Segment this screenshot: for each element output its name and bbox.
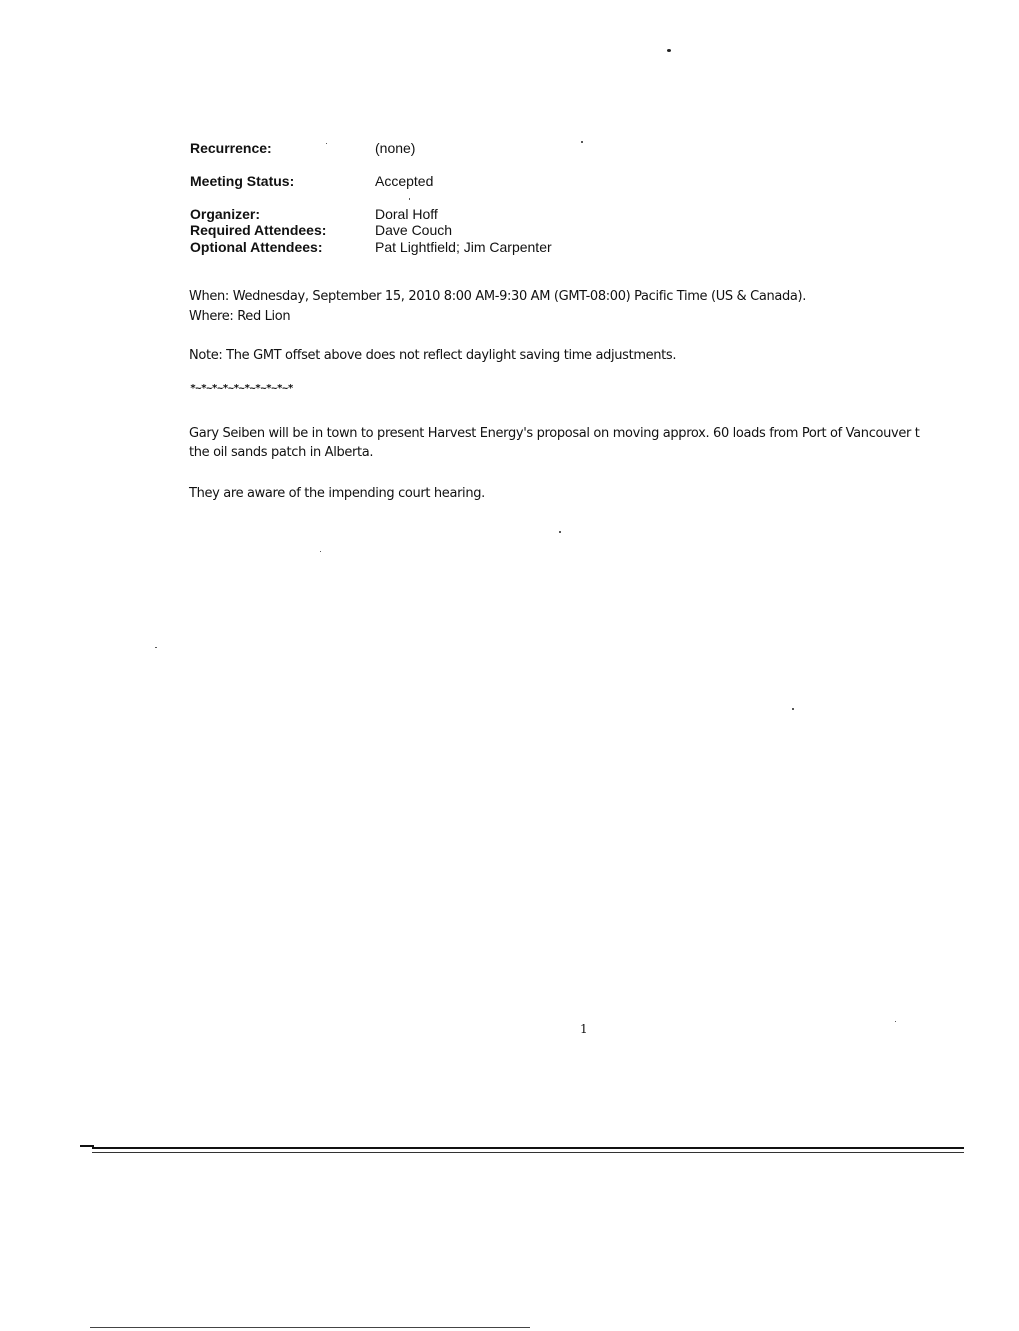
scan-speck — [559, 531, 561, 533]
meeting-status-label: Meeting Status: — [190, 173, 295, 189]
meeting-status-value: Accepted — [375, 173, 434, 189]
scan-speck — [326, 143, 327, 144]
where-line: Where: Red Lion — [189, 309, 291, 324]
scan-speck — [409, 198, 410, 200]
scan-speck — [320, 551, 321, 552]
required-attendees-label: Required Attendees: — [190, 222, 327, 238]
organizer-value: Doral Hoff — [375, 206, 438, 222]
scan-rule — [92, 1152, 964, 1153]
recurrence-value: (none) — [375, 140, 416, 156]
scan-rule — [90, 1327, 530, 1328]
closing-line: They are aware of the impending court hearing. — [189, 486, 485, 501]
message-line-1: Gary Seiben will be in town to present Harvest Energy's proposal on moving approx. 60 loads from Port of Vancouver t — [189, 426, 920, 441]
note-line: Note: The GMT offset above does not reflect daylight saving time adjustments. — [189, 348, 677, 363]
scan-speck — [155, 647, 157, 648]
scan-rule — [92, 1147, 964, 1149]
optional-attendees-label: Optional Attendees: — [190, 239, 323, 255]
scan-speck — [895, 1021, 896, 1022]
scan-speck — [667, 49, 671, 52]
organizer-label: Organizer: — [190, 206, 261, 222]
page-number: 1 — [580, 1022, 588, 1036]
when-line: When: Wednesday, September 15, 2010 8:00 AM-9:30 AM (GMT-08:00) Pacific Time (US & Canada). — [189, 289, 807, 304]
separator-line: *~*~*~*~*~*~*~*~*~* — [190, 383, 293, 394]
message-line-2: the oil sands patch in Alberta. — [189, 445, 374, 460]
scan-speck — [792, 708, 794, 710]
recurrence-label: Recurrence: — [190, 140, 272, 156]
required-attendees-value: Dave Couch — [375, 222, 453, 238]
scan-speck — [581, 141, 583, 143]
optional-attendees-value: Pat Lightfield; Jim Carpenter — [375, 239, 552, 255]
